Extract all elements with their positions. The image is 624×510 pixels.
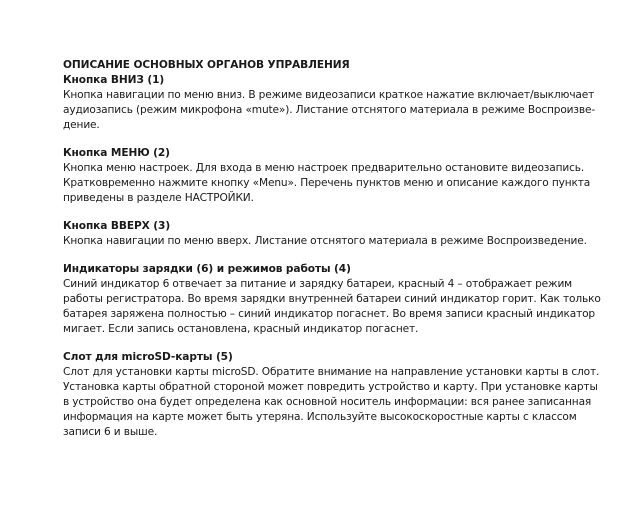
section-microsd-slot — [63, 350, 600, 440]
text-line: Кнопка навигации по меню вниз. В режиме видеозаписи краткое нажатие включает/выключает — [63, 89, 595, 101]
text-line: дение. — [63, 119, 100, 131]
text-line: приведены в разделе НАСТРОЙКИ. — [63, 192, 254, 204]
section-heading: Кнопка МЕНЮ (2) — [63, 147, 170, 159]
text-line: Синий индикатор 6 отвечает за питание и зарядку батареи, красный 4 – отображает режим — [63, 278, 573, 290]
text-line: информация на карте может быть утеряна. Используйте высокоскоростные карты с классом — [63, 411, 577, 423]
section-heading: Кнопка ВНИЗ (1) — [63, 74, 165, 86]
section-text — [63, 365, 600, 440]
section-heading: Индикаторы зарядки (6) и режимов работы (4) — [63, 263, 351, 275]
text-line: мигает. Если запись остановлена, красный индикатор погаснет. — [63, 323, 419, 335]
text-line: в устройство она будет определена как основной носитель информации: вся ранее записанная — [63, 396, 592, 408]
text-line: аудиозапись (режим микрофона «mute»). Листание отснятого материала в режиме Воспроизве- — [63, 104, 596, 116]
text-line: батарея заряжена полностью – синий индикатор погаснет. Во время записи красный индикатор — [63, 308, 596, 320]
text-line: работы регистратора. Во время зарядки внутренней батареи синий индикатор горит. Как только — [63, 293, 601, 305]
text-line: записи 6 и выше. — [63, 426, 158, 438]
section-heading: Кнопка ВВЕРХ (3) — [63, 220, 171, 232]
section-text — [63, 277, 601, 337]
manual-page — [63, 58, 601, 453]
section-text — [63, 234, 587, 249]
text-line: Кнопка навигации по меню вверх. Листание отснятого материала в режиме Воспроизведение. — [63, 235, 587, 247]
section-down-button — [63, 73, 596, 133]
text-line: Установка карты обратной стороной может повредить устройство и карту. При установке карты — [63, 381, 598, 393]
section-text — [63, 88, 596, 133]
text-line: Кнопка меню настроек. Для входа в меню настроек предварительно остановите видеозапись. — [63, 162, 585, 174]
section-indicators — [63, 262, 601, 337]
section-text — [63, 161, 591, 206]
text-line: Слот для установки карты microSD. Обратите внимание на направление установки карты в слот. — [63, 366, 600, 378]
section-menu-button — [63, 146, 591, 206]
section-heading: Слот для microSD-карты (5) — [63, 351, 233, 363]
text-line: Кратковременно нажмите кнопку «Menu». Перечень пунктов меню и описание каждого пункта — [63, 177, 591, 189]
section-up-button — [63, 219, 587, 249]
page-title: ОПИСАНИЕ ОСНОВНЫХ ОРГАНОВ УПРАВЛЕНИЯ — [63, 59, 350, 71]
